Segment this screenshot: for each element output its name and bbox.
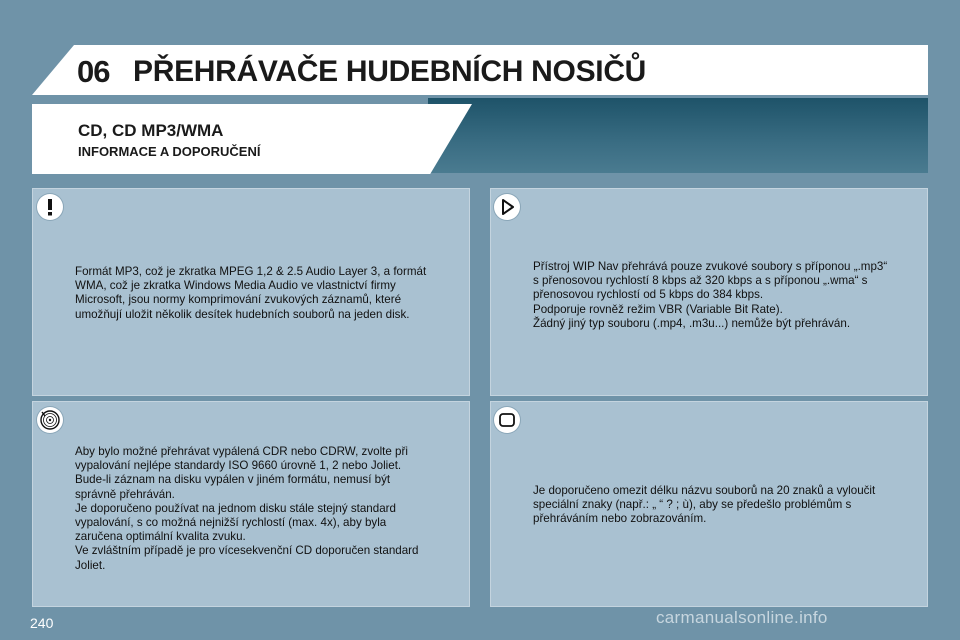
panel-text-burning: Aby bylo možné přehrávat vypálená CDR nebo CDRW, zvolte při vypalování nejlépe standardy ISO 9660 úrovně 1, 2 nebo Joliet. Bude-li záznam na disku vypálen v jiném formátu, nemusí být správně přehráván. Je doporučeno používat na jednom disku stále stejný standard vypalování, s co možná nejnižší rychlostí (max. 4x), aby byla zaručena optimální kvalita zvuku. Ve zvláštním případě je pro vícesekvenční CD doporučen standard Joliet. xyxy=(75,445,419,572)
header-dark-band xyxy=(428,98,928,173)
chapter-number: 06 xyxy=(77,54,110,89)
exclamation-icon xyxy=(37,194,63,220)
panel-text-supported-files: Přístroj WIP Nav přehrává pouze zvukové soubory s příponou „.mp3“ s přenosovou rychlostí 8 kbps až 320 kbps a s příponou „.wma“ s přenosovou rychlostí od 5 kbps do 384 kbps. Podporuje rovněž režim VBR (Variable Bit Rate). Žádný jiný typ souboru (.mp4, .m3u...) nemůže být přehráván. xyxy=(533,260,888,330)
panel-text-file-names: Je doporučeno omezit délku názvu souborů na 20 znaků a vyloučit speciální znaky (např.: „ “ ? ; ù), aby se předešlo problémům s přehráváním nebo zobrazováním. xyxy=(533,484,876,526)
section-title: CD, CD MP3/WMA xyxy=(78,121,224,140)
rounded-square-icon xyxy=(494,407,520,433)
panel-text-mp3-format: Formát MP3, což je zkratka MPEG 1,2 & 2.5 Audio Layer 3, a formát WMA, což je zkratka Windows Media Audio ve vlastnictví firmy Microsoft, jsou normy komprimování zvukových záznamů, které umožňují uložit několik desítek hudebních souborů na jeden disk. xyxy=(75,265,427,321)
watermark: carmanualsonline.info xyxy=(656,608,828,627)
page-number: 240 xyxy=(30,615,54,631)
chapter-title: PŘEHRÁVAČE HUDEBNÍCH NOSIČŮ xyxy=(133,55,647,88)
section-subtitle: INFORMACE A DOPORUČENÍ xyxy=(78,144,261,159)
header-corner-cut xyxy=(32,45,74,95)
disc-icon xyxy=(37,407,63,433)
play-triangle-icon xyxy=(494,194,520,220)
